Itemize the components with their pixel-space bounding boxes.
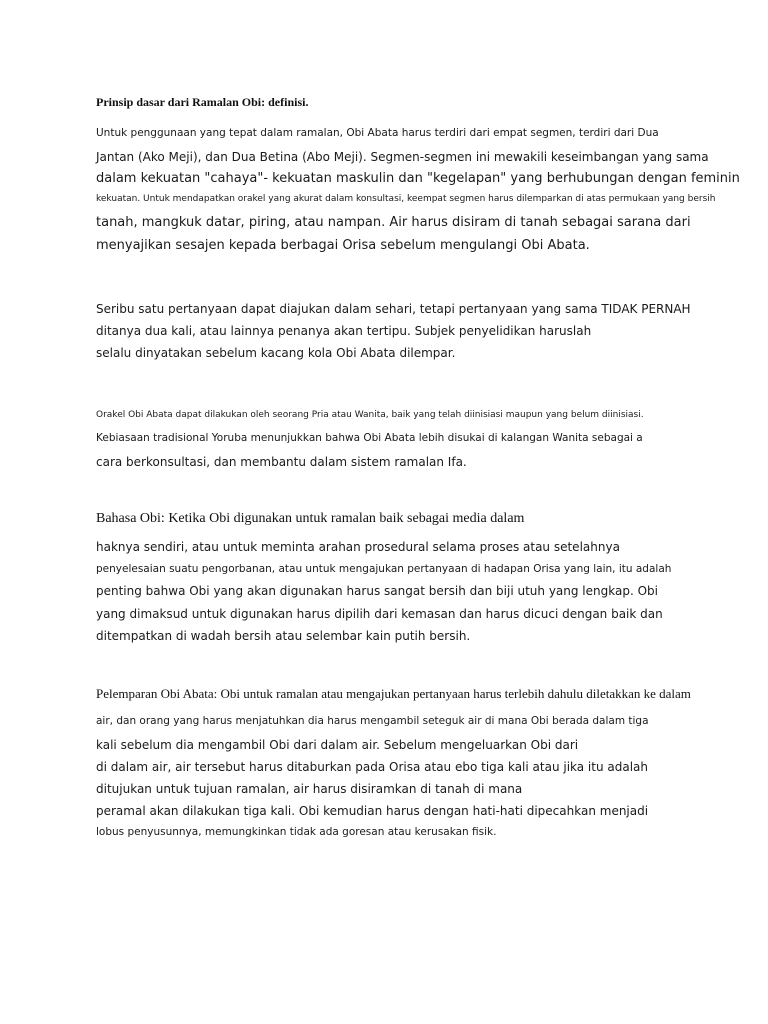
section-heading-bahasa-obi: Bahasa Obi: Ketika Obi digunakan untuk ramalan baik sebagai media dalam: [96, 511, 525, 526]
paragraph-line: Kebiasaan tradisional Yoruba menunjukkan bahwa Obi Abata lebih disukai di kalangan Wanita sebagai a: [96, 432, 643, 444]
paragraph-line: cara berkonsultasi, dan membantu dalam sistem ramalan Ifa.: [96, 455, 467, 469]
paragraph-line: selalu dinyatakan sebelum kacang kola Obi Abata dilempar.: [96, 346, 456, 360]
paragraph-line: Jantan (Ako Meji), dan Dua Betina (Abo Meji). Segmen-segmen ini mewakili keseimbangan yang sama: [96, 150, 709, 164]
paragraph-line: ditempatkan di wadah bersih atau selembar kain putih bersih.: [96, 629, 471, 643]
paragraph-line: penyelesaian suatu pengorbanan, atau untuk mengajukan pertanyaan di hadapan Orisa yang lain, itu adalah: [96, 563, 672, 575]
paragraph-line: ditujukan untuk tujuan ramalan, air harus disiramkan di tanah di mana: [96, 782, 523, 796]
paragraph-line: kali sebelum dia mengambil Obi dari dalam air. Sebelum mengeluarkan Obi dari: [96, 738, 579, 752]
paragraph-line: ditanya dua kali, atau lainnya penanya akan tertipu. Subjek penyelidikan haruslah: [96, 324, 592, 338]
paragraph-line: peramal akan dilakukan tiga kali. Obi kemudian harus dengan hati-hati dipecahkan menjadi: [96, 804, 649, 818]
paragraph-line: lobus penyusunnya, memungkinkan tidak ada goresan atau kerusakan fisik.: [96, 826, 497, 838]
paragraph-line: dalam kekuatan "cahaya"- kekuatan maskulin dan "kegelapan" yang berhubungan dengan feminin: [96, 171, 740, 186]
paragraph-line: tanah, mangkuk datar, piring, atau nampan. Air harus disiram di tanah sebagai sarana dari: [96, 215, 691, 230]
section-heading-pelemparan: Pelemparan Obi Abata: Obi untuk ramalan atau mengajukan pertanyaan harus terlebih dahulu diletakkan ke dalam: [96, 686, 691, 701]
paragraph-line: yang dimaksud untuk digunakan harus dipilih dari kemasan dan harus dicuci dengan baik dan: [96, 607, 663, 621]
paragraph-line: kekuatan. Untuk mendapatkan orakel yang akurat dalam konsultasi, keempat segmen harus dilemparkan di atas permukaan yang bersih: [96, 194, 716, 204]
paragraph-line: Seribu satu pertanyaan dapat diajukan dalam sehari, tetapi pertanyaan yang sama TIDAK PERNAH: [96, 302, 691, 316]
heading-definisi: Prinsip dasar dari Ramalan Obi: definisi.: [96, 95, 309, 109]
paragraph-line: haknya sendiri, atau untuk meminta arahan prosedural selama proses atau setelahnya: [96, 540, 620, 554]
paragraph-line: air, dan orang yang harus menjatuhkan dia harus mengambil seteguk air di mana Obi berada dalam tiga: [96, 715, 649, 727]
paragraph-line: menyajikan sesajen kepada berbagai Orisa sebelum mengulangi Obi Abata.: [96, 238, 590, 253]
paragraph-line: di dalam air, air tersebut harus ditaburkan pada Orisa atau ebo tiga kali atau jika itu adalah: [96, 760, 649, 774]
paragraph-line: Untuk penggunaan yang tepat dalam ramalan, Obi Abata harus terdiri dari empat segmen, terdiri dari Dua: [96, 127, 659, 139]
paragraph-line: Orakel Obi Abata dapat dilakukan oleh seorang Pria atau Wanita, baik yang telah diinisiasi maupun yang belum diinisiasi.: [96, 410, 644, 420]
paragraph-line: penting bahwa Obi yang akan digunakan harus sangat bersih dan biji utuh yang lengkap. Obi: [96, 584, 658, 598]
